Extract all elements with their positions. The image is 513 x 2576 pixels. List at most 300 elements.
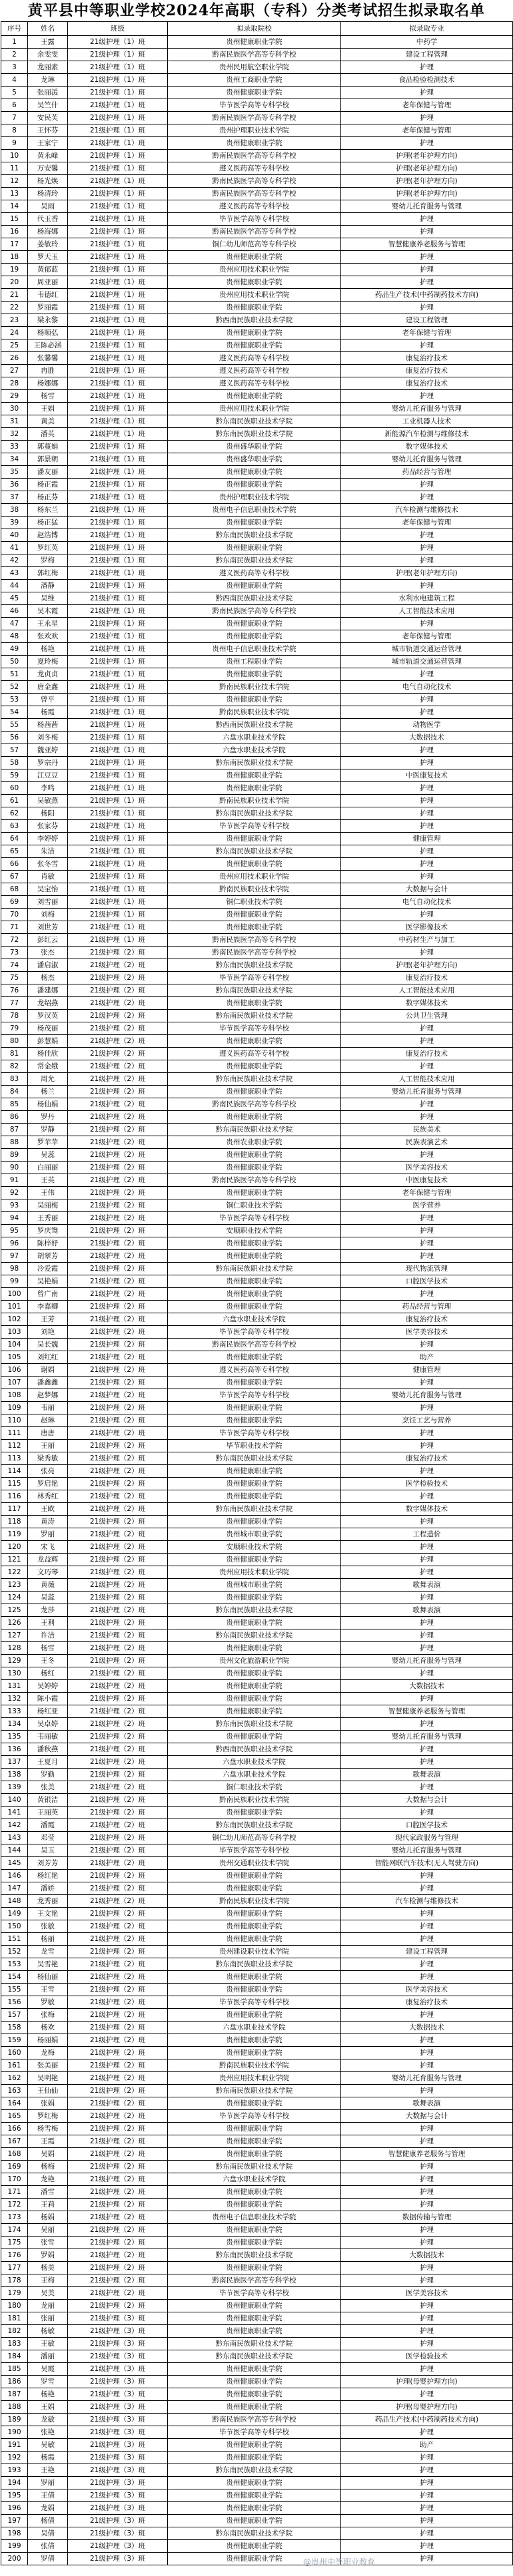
cell-name: 黄银洁 (28, 1794, 68, 1807)
cell-class: 21级护理（2）班 (68, 1339, 168, 1351)
cell-major: 汽车检测与维修技术 (341, 1895, 513, 1908)
cell-school: 毕节医学高等专科学校 (168, 1212, 341, 1225)
cell-major: 公共卫生管理 (341, 1010, 513, 1022)
cell-major: 数据传输与管理 (341, 2211, 513, 2224)
cell-name: 吴宝怡 (28, 883, 68, 896)
cell-school: 贵州健康职业学院 (168, 2123, 341, 2135)
cell-name: 陈梓妤 (28, 1237, 68, 1250)
cell-name: 张倩 (28, 2540, 68, 2553)
cell-school: 黔东南民族职业技术学院 (168, 807, 341, 820)
cell-name: 杨仙娟 (28, 1098, 68, 1111)
cell-major: 护理 (341, 909, 513, 921)
cell-class: 21级护理（2）班 (68, 1819, 168, 1832)
cell-major: 水利水电建筑工程 (341, 592, 513, 605)
cell-school: 贵州健康职业学院 (168, 1731, 341, 1743)
cell-name: 王丽英 (28, 1807, 68, 1819)
cell-major: 护理 (341, 1882, 513, 1895)
cell-major: 护理 (341, 2262, 513, 2274)
table-row (1, 1541, 513, 1554)
table-row (1, 2249, 513, 2262)
cell-name: 吴霞 (28, 2363, 68, 2376)
table-row (1, 2110, 513, 2123)
table-row (1, 1326, 513, 1339)
cell-major: 护理 (341, 1933, 513, 1946)
cell-class: 21级护理（3）班 (68, 2350, 168, 2363)
table-row (1, 2312, 513, 2325)
table-row (1, 2401, 513, 2414)
cell-school: 贵州健康职业学院 (168, 1402, 341, 1414)
cell-school: 贵州应用技术职业学院 (168, 2072, 341, 2085)
cell-school: 贵州护理职业技术学院 (168, 491, 341, 504)
cell-index: 154 (1, 1971, 28, 1984)
cell-class: 21级护理（1）班 (68, 403, 168, 415)
cell-school: 贵州健康职业学院 (168, 1908, 341, 1920)
table-row (1, 592, 513, 605)
cell-major: 大数据技术 (341, 2249, 513, 2262)
cell-name: 郭景朝 (28, 453, 68, 466)
cell-class: 21级护理（3）班 (68, 2312, 168, 2325)
cell-major: 护理 (341, 302, 513, 314)
table-row (1, 365, 513, 377)
table-row (1, 479, 513, 491)
cell-major: 数字媒体技术 (341, 441, 513, 453)
cell-index: 89 (1, 1149, 28, 1162)
cell-name: 龙莎 (28, 1604, 68, 1617)
cell-index: 94 (1, 1212, 28, 1225)
cell-school: 铜仁幼儿师范高等专科学校 (168, 1832, 341, 1844)
cell-index: 196 (1, 2502, 28, 2515)
cell-index: 128 (1, 1642, 28, 1655)
cell-name: 罗倩 (28, 2553, 68, 2565)
cell-major: 中药学 (341, 36, 513, 49)
cell-class: 21级护理（2）班 (68, 997, 168, 1010)
cell-class: 21级护理（2）班 (68, 2199, 168, 2211)
cell-school: 贵州健康职业学院 (168, 479, 341, 491)
cell-major: 婴幼儿托育服务与管理 (341, 403, 513, 415)
cell-index: 198 (1, 2527, 28, 2540)
cell-school: 黔东南民族职业技术学院 (168, 1073, 341, 1086)
cell-major: 歌舞表演 (341, 1579, 513, 1592)
cell-major: 健康管理 (341, 833, 513, 845)
cell-index: 181 (1, 2312, 28, 2325)
table-row (1, 2161, 513, 2173)
cell-major: 助产 (341, 2439, 513, 2452)
cell-school: 毕节医学高等专科学校 (168, 99, 341, 112)
cell-name: 冉胜 (28, 365, 68, 377)
cell-index: 184 (1, 2350, 28, 2363)
cell-name: 潘秋燕 (28, 1743, 68, 1756)
cell-index: 34 (1, 453, 28, 466)
cell-major: 护理 (341, 668, 513, 681)
table-row (1, 1440, 513, 1452)
table-row (1, 934, 513, 947)
cell-name: 陈小霞 (28, 1693, 68, 1705)
cell-major: 护理 (341, 1149, 513, 1162)
cell-major: 中药材生产与加工 (341, 934, 513, 947)
cell-major: 护理 (341, 1212, 513, 1225)
table-row (1, 1364, 513, 1377)
cell-school: 贵州工商职业学院 (168, 74, 341, 87)
table-row (1, 2464, 513, 2477)
cell-class: 21级护理（2）班 (68, 1490, 168, 1503)
cell-school: 黔东南民族职业技术学院 (168, 2338, 341, 2350)
cell-index: 56 (1, 732, 28, 744)
table-row (1, 1933, 513, 1946)
cell-class: 21级护理（1）班 (68, 390, 168, 403)
cell-name: 王秀丽 (28, 1212, 68, 1225)
cell-major: 老年保健与管理 (341, 124, 513, 137)
table-row (1, 1743, 513, 1756)
cell-class: 21级护理（1）班 (68, 921, 168, 934)
table-row (1, 2173, 513, 2186)
cell-index: 137 (1, 1756, 28, 1769)
cell-name: 刘红红 (28, 1351, 68, 1364)
cell-school: 铜仁职业技术学院 (168, 1781, 341, 1794)
cell-major: 建设工程管理 (341, 314, 513, 327)
cell-name: 韦丽 (28, 1402, 68, 1414)
cell-index: 97 (1, 1250, 28, 1263)
cell-school: 黔南民族职业技术学院 (168, 883, 341, 896)
cell-school: 毕节医学高等专科学校 (168, 1389, 341, 1402)
table-row (1, 807, 513, 820)
table-row (1, 377, 513, 390)
table-row (1, 264, 513, 276)
cell-class: 21级护理（3）班 (68, 2540, 168, 2553)
cell-name: 潘英 (28, 428, 68, 441)
cell-major: 护理 (341, 1781, 513, 1794)
table-row (1, 795, 513, 807)
table-row (1, 517, 513, 529)
cell-index: 77 (1, 997, 28, 1010)
cell-index: 93 (1, 1199, 28, 1212)
cell-major: 护理 (341, 1402, 513, 1414)
table-row (1, 276, 513, 289)
cell-major: 护理 (341, 744, 513, 757)
cell-name: 吴娟 (28, 2148, 68, 2161)
cell-school: 贵州健康职业学院 (168, 668, 341, 681)
cell-school: 遵义医药高等专科学校 (168, 377, 341, 390)
cell-name: 龙秀丽 (28, 1895, 68, 1908)
cell-index: 55 (1, 719, 28, 732)
cell-major: 护理 (341, 871, 513, 883)
table-row (1, 2515, 513, 2527)
cell-major: 护理 (341, 782, 513, 795)
cell-class: 21级护理（2）班 (68, 984, 168, 997)
cell-school: 黔东南民族职业技术学院 (168, 1124, 341, 1136)
cell-school: 贵州健康职业学院 (168, 1250, 341, 1263)
cell-major: 智能网联汽车技术(无人驾驶方向) (341, 1857, 513, 1870)
table-row (1, 1946, 513, 1958)
cell-major: 人工智能技术应用 (341, 984, 513, 997)
cell-school: 贵州健康职业学院 (168, 618, 341, 630)
cell-school: 贵州健康职业学院 (168, 769, 341, 782)
table-row (1, 226, 513, 238)
cell-major: 护理 (341, 820, 513, 833)
cell-index: 85 (1, 1098, 28, 1111)
cell-index: 183 (1, 2338, 28, 2350)
cell-major: 护理 (341, 1920, 513, 1933)
cell-index: 136 (1, 1743, 28, 1756)
cell-school: 贵州健康职业学院 (168, 1478, 341, 1490)
cell-school: 贵州健康职业学院 (168, 2009, 341, 2022)
cell-name: 杨娟 (28, 2211, 68, 2224)
cell-name: 王永星 (28, 618, 68, 630)
cell-school: 贵州健康职业学院 (168, 1642, 341, 1655)
cell-name: 张美 (28, 1781, 68, 1794)
cell-school: 贵州健康职业学院 (168, 1237, 341, 1250)
cell-class: 21级护理（1）班 (68, 554, 168, 567)
cell-index: 33 (1, 441, 28, 453)
table-row (1, 1149, 513, 1162)
table-row (1, 1111, 513, 1124)
cell-name: 代玉香 (28, 213, 68, 226)
cell-school: 贵州健康职业学院 (168, 997, 341, 1010)
cell-name: 夏玲梅 (28, 656, 68, 668)
table-row (1, 2059, 513, 2072)
cell-name: 杨欢 (28, 2022, 68, 2034)
cell-class: 21级护理（2）班 (68, 1427, 168, 1440)
cell-index: 111 (1, 1427, 28, 1440)
cell-index: 50 (1, 656, 28, 668)
cell-school: 贵州健康职业学院 (168, 833, 341, 845)
cell-major: 护理 (341, 1377, 513, 1389)
cell-major: 医学检验技术 (341, 1478, 513, 1490)
cell-name: 王家宁 (28, 137, 68, 150)
cell-major: 助产 (341, 1351, 513, 1364)
cell-class: 21级护理（2）班 (68, 2034, 168, 2047)
cell-index: 90 (1, 1162, 28, 1174)
cell-major: 护理(老年护理方向) (341, 150, 513, 162)
cell-school: 毕节医学高等专科学校 (168, 1996, 341, 2009)
table-row (1, 630, 513, 643)
cell-index: 45 (1, 592, 28, 605)
cell-name: 张美丽 (28, 2059, 68, 2072)
cell-name: 龙贞贞 (28, 668, 68, 681)
cell-name: 韦德红 (28, 289, 68, 302)
cell-index: 67 (1, 871, 28, 883)
cell-class: 21级护理（2）班 (68, 1870, 168, 1882)
cell-major: 护理 (341, 1667, 513, 1680)
cell-index: 173 (1, 2211, 28, 2224)
cell-major: 现代家政服务与管理 (341, 1832, 513, 1844)
cell-class: 21级护理（2）班 (68, 2123, 168, 2135)
cell-name: 周亚丽 (28, 276, 68, 289)
cell-school: 贵州电子信息职业技术学院 (168, 643, 341, 656)
cell-class: 21级护理（2）班 (68, 1073, 168, 1086)
cell-index: 59 (1, 769, 28, 782)
cell-school: 遵义医药高等专科学校 (168, 1048, 341, 1060)
table-row (1, 706, 513, 719)
cell-school: 黔东南民族职业技术学院 (168, 1452, 341, 1465)
cell-school: 贵州交通职业技术学院 (168, 1857, 341, 1870)
cell-school: 毕节医学高等专科学校 (168, 2426, 341, 2439)
cell-index: 123 (1, 1579, 28, 1592)
cell-name: 吴玉 (28, 1844, 68, 1857)
cell-name: 张冬雪 (28, 858, 68, 871)
cell-school: 铜仁幼儿师范高等专科学校 (168, 238, 341, 251)
cell-school: 贵州健康职业学院 (168, 2034, 341, 2047)
table-row (1, 1971, 513, 1984)
cell-index: 113 (1, 1452, 28, 1465)
cell-index: 152 (1, 1946, 28, 1958)
cell-name: 杨雪梅 (28, 2123, 68, 2135)
cell-index: 107 (1, 1377, 28, 1389)
cell-name: 罗红英 (28, 542, 68, 554)
cell-school: 贵州健康职业学院 (168, 580, 341, 592)
cell-class: 21级护理（2）班 (68, 1844, 168, 1857)
table-row (1, 453, 513, 466)
cell-class: 21级护理（2）班 (68, 1503, 168, 1516)
cell-index: 147 (1, 1882, 28, 1895)
cell-name: 张亮 (28, 1465, 68, 1478)
cell-index: 60 (1, 782, 28, 795)
cell-class: 21级护理（2）班 (68, 1364, 168, 1377)
cell-class: 21级护理（1）班 (68, 36, 168, 49)
cell-index: 72 (1, 934, 28, 947)
cell-major: 中医康复技术 (341, 1174, 513, 1187)
cell-major: 数字媒体技术 (341, 997, 513, 1010)
table-row (1, 1452, 513, 1465)
cell-class: 21级护理（1）班 (68, 668, 168, 681)
cell-index: 118 (1, 1516, 28, 1528)
cell-major: 康复治疗技术 (341, 352, 513, 365)
table-row (1, 1705, 513, 1718)
cell-name: 王雪 (28, 1984, 68, 1996)
cell-index: 146 (1, 1870, 28, 1882)
table-row (1, 504, 513, 517)
cell-name: 吴长魏 (28, 1339, 68, 1351)
cell-school: 遵义医药高等专科学校 (168, 1364, 341, 1377)
cell-name: 张家芬 (28, 820, 68, 833)
table-row (1, 1048, 513, 1060)
cell-major: 婴幼儿托育服务与管理 (341, 2072, 513, 2085)
cell-school: 黔东南民族职业技术学院 (168, 2249, 341, 2262)
cell-school: 黔南民族职业技术学院 (168, 706, 341, 719)
cell-index: 127 (1, 1629, 28, 1642)
cell-major: 护理 (341, 1440, 513, 1452)
cell-name: 罗敏 (28, 1996, 68, 2009)
table-row (1, 1629, 513, 1642)
cell-major: 口腔医学技术 (341, 1819, 513, 1832)
cell-class: 21级护理（2）班 (68, 959, 168, 972)
cell-class: 21级护理（2）班 (68, 1908, 168, 1920)
cell-name: 杨敏 (28, 2325, 68, 2338)
cell-major: 护理 (341, 2426, 513, 2439)
cell-school: 贵州健康职业学院 (168, 1288, 341, 1301)
cell-class: 21级护理（1）班 (68, 681, 168, 694)
table-row (1, 1642, 513, 1655)
watermark: @贵州中等职业教育 (303, 2557, 376, 2567)
cell-major: 护理 (341, 757, 513, 769)
cell-class: 21级护理（1）班 (68, 795, 168, 807)
cell-school: 贵州健康职业学院 (168, 276, 341, 289)
table-row (1, 2224, 513, 2237)
cell-class: 21级护理（1）班 (68, 49, 168, 61)
table-row (1, 2085, 513, 2097)
cell-major: 歌舞表演 (341, 1604, 513, 1617)
cell-name: 杨正猛 (28, 517, 68, 529)
cell-major: 医学营养 (341, 1199, 513, 1212)
cell-name: 罗汉英 (28, 1010, 68, 1022)
table-row (1, 1199, 513, 1212)
table-row (1, 1187, 513, 1199)
cell-school: 黔东南民族职业技术学院 (168, 2464, 341, 2477)
cell-major: 医学美容技术 (341, 1326, 513, 1339)
cell-index: 194 (1, 2477, 28, 2489)
cell-school: 贵州健康职业学院 (168, 2148, 341, 2161)
cell-school: 黔南民族职业技术学院 (168, 795, 341, 807)
table-row (1, 327, 513, 339)
cell-major: 电气自动化技术 (341, 896, 513, 909)
table-row (1, 896, 513, 909)
cell-index: 135 (1, 1731, 28, 1743)
cell-class: 21级护理（2）班 (68, 1377, 168, 1389)
cell-class: 21级护理（2）班 (68, 1414, 168, 1427)
cell-name: 杨梅 (28, 2161, 68, 2173)
cell-class: 21级护理（3）班 (68, 2464, 168, 2477)
cell-index: 172 (1, 2199, 28, 2211)
table-row (1, 339, 513, 352)
cell-school: 贵州盛华职业学院 (168, 441, 341, 453)
table-row (1, 1870, 513, 1882)
cell-name: 张杰 (28, 947, 68, 959)
table-row (1, 554, 513, 567)
cell-class: 21级护理（2）班 (68, 1136, 168, 1149)
cell-class: 21级护理（2）班 (68, 1351, 168, 1364)
cell-name: 杨清玲 (28, 188, 68, 200)
cell-name: 罗勤 (28, 1769, 68, 1781)
cell-index: 153 (1, 1958, 28, 1971)
table-row (1, 858, 513, 871)
cell-index: 117 (1, 1503, 28, 1516)
cell-index: 88 (1, 1136, 28, 1149)
cell-name: 杨倩 (28, 2515, 68, 2527)
cell-name: 郭蔓娟 (28, 441, 68, 453)
cell-major: 康复治疗技术 (341, 1996, 513, 2009)
cell-major: 护理 (341, 1541, 513, 1554)
cell-index: 131 (1, 1680, 28, 1693)
table-row (1, 2262, 513, 2274)
cell-index: 39 (1, 517, 28, 529)
cell-class: 21级护理（2）班 (68, 2110, 168, 2123)
table-row (1, 2426, 513, 2439)
cell-school: 毕节医学高等专科学校 (168, 213, 341, 226)
cell-school: 贵州健康职业学院 (168, 1667, 341, 1680)
cell-school: 六盘水职业技术学院 (168, 2022, 341, 2034)
table-row (1, 1389, 513, 1402)
table-row (1, 1503, 513, 1516)
cell-class: 21级护理（1）班 (68, 529, 168, 542)
cell-major: 大数据技术 (341, 2022, 513, 2034)
cell-class: 21级护理（2）班 (68, 1199, 168, 1212)
cell-school: 毕节医学高等专科学校 (168, 972, 341, 984)
table-row (1, 352, 513, 365)
cell-school: 黔东南民族职业技术学院 (168, 1819, 341, 1832)
cell-class: 21级护理（2）班 (68, 1604, 168, 1617)
table-row (1, 1124, 513, 1136)
cell-index: 86 (1, 1111, 28, 1124)
table-row (1, 1844, 513, 1857)
cell-school: 贵州应用技术职业学院 (168, 1566, 341, 1579)
cell-school: 贵州健康职业学院 (168, 2224, 341, 2237)
cell-major: 护理 (341, 947, 513, 959)
page-title: 黄平县中等职业学校2024年高职（专科）分类考试招生拟录取名单 (27, 2, 486, 19)
table-row (1, 2072, 513, 2085)
cell-index: 76 (1, 984, 28, 997)
cell-index: 13 (1, 188, 28, 200)
cell-major: 护理 (341, 2388, 513, 2401)
cell-class: 21级护理（1）班 (68, 226, 168, 238)
